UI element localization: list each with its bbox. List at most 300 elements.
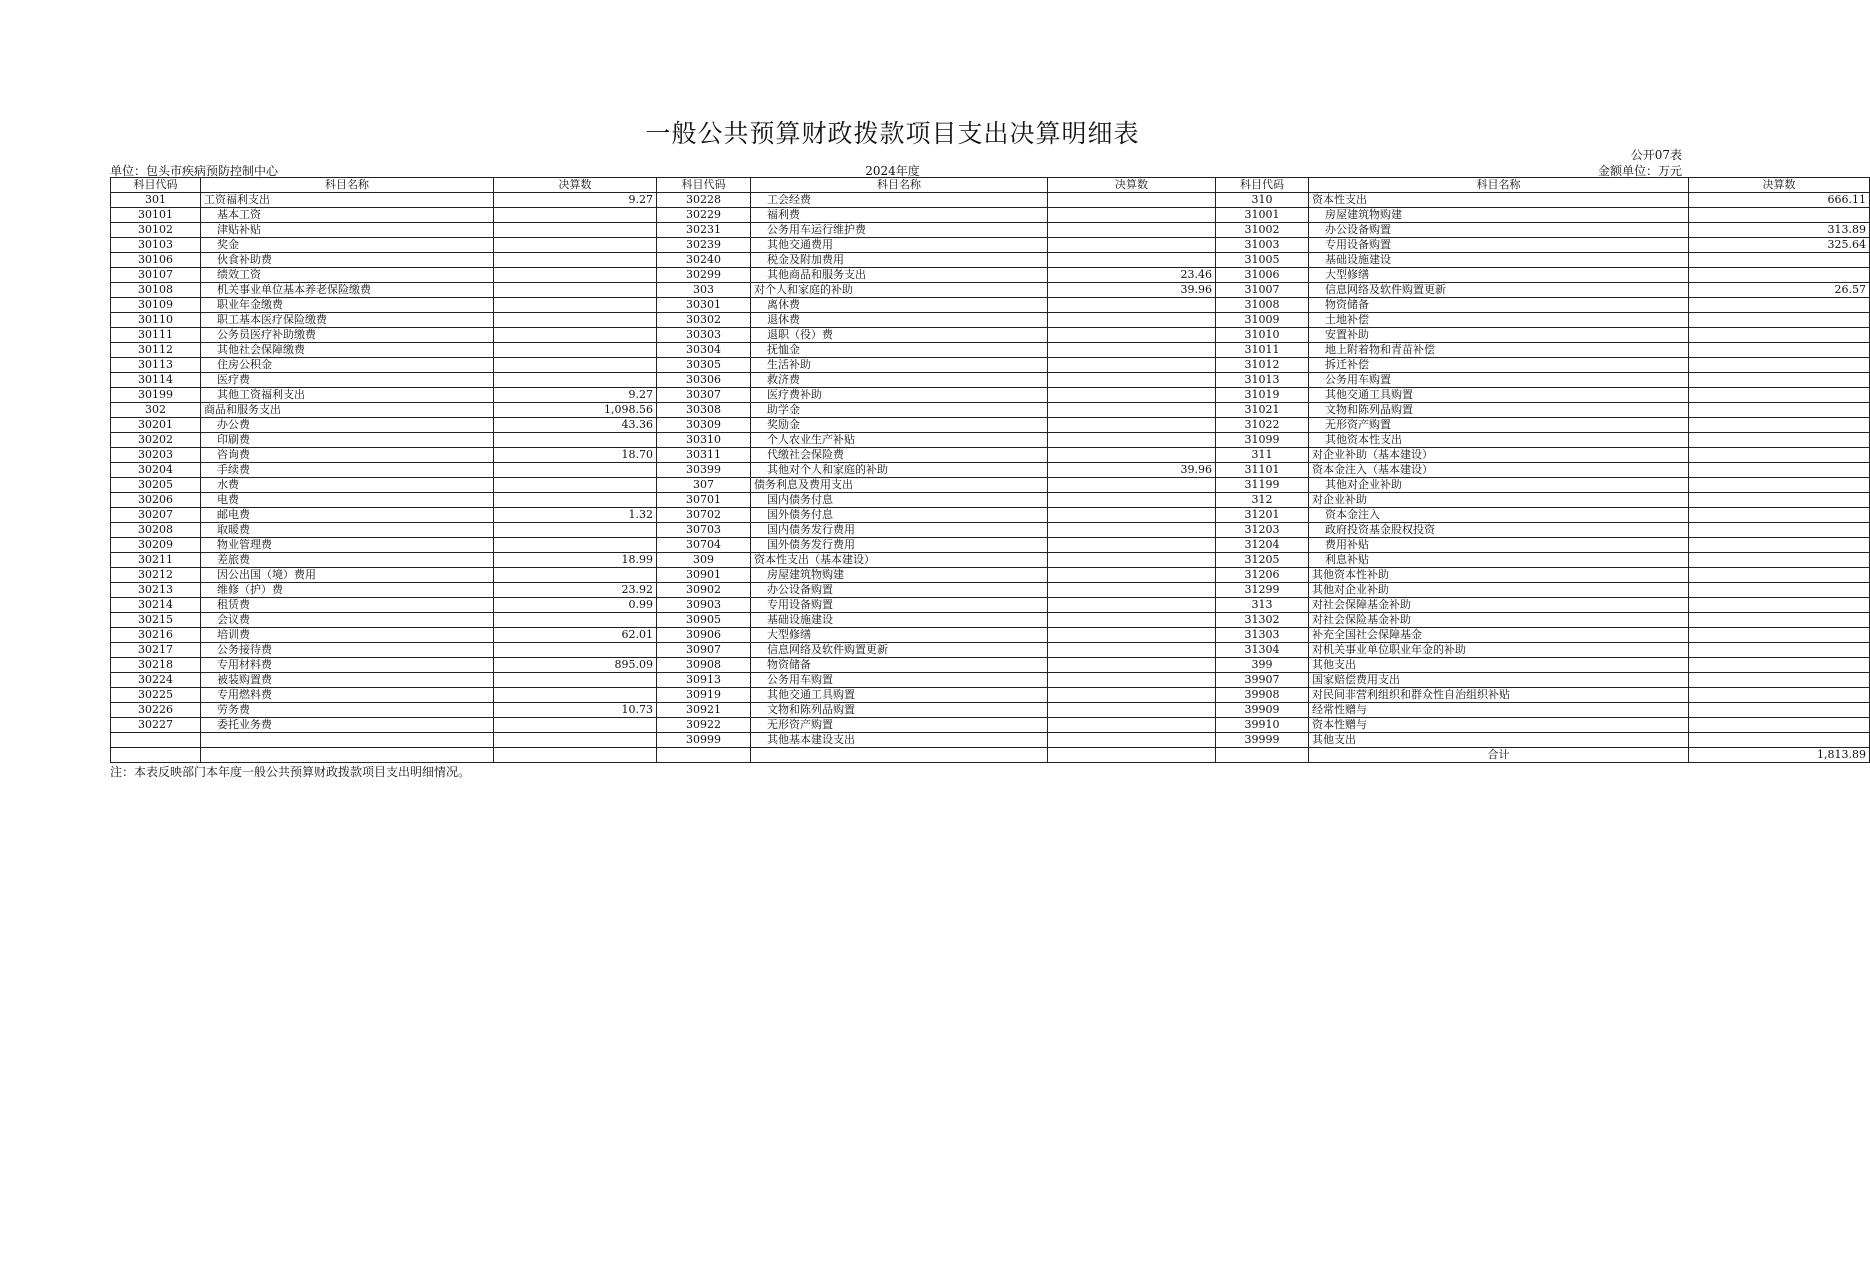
empty-cell [1216, 748, 1309, 763]
subject-name: 文物和陈列品购置 [751, 703, 1048, 718]
table-row [111, 508, 1870, 523]
subject-code: 30302 [657, 313, 751, 328]
subject-code: 30201 [111, 418, 201, 433]
settlement-amount [1048, 523, 1216, 538]
subject-name: 房屋建筑物购建 [1309, 208, 1689, 223]
subject-code: 39910 [1216, 718, 1309, 733]
settlement-amount [494, 208, 657, 223]
subject-code: 30208 [111, 523, 201, 538]
settlement-amount [494, 538, 657, 553]
subject-name: 其他交通工具购置 [751, 688, 1048, 703]
subject-name: 对社会保险基金补助 [1309, 613, 1689, 628]
subject-code: 30202 [111, 433, 201, 448]
subject-code: 303 [657, 283, 751, 298]
subject-code: 39908 [1216, 688, 1309, 703]
subject-name: 代缴社会保险费 [751, 448, 1048, 463]
settlement-amount [1689, 718, 1870, 733]
subject-name: 物资储备 [751, 658, 1048, 673]
subject-name: 基本工资 [201, 208, 494, 223]
settlement-amount [1048, 433, 1216, 448]
settlement-amount [494, 298, 657, 313]
subject-name: 其他对企业补助 [1309, 478, 1689, 493]
subject-name: 津贴补贴 [201, 223, 494, 238]
settlement-amount [1689, 583, 1870, 598]
subject-name: 邮电费 [201, 508, 494, 523]
settlement-amount [494, 613, 657, 628]
subject-name: 生活补助 [751, 358, 1048, 373]
settlement-amount [1048, 313, 1216, 328]
subject-name: 对个人和家庭的补助 [751, 283, 1048, 298]
settlement-amount [494, 688, 657, 703]
subject-name: 专用设备购置 [751, 598, 1048, 613]
subject-name: 培训费 [201, 628, 494, 643]
table-row [111, 223, 1870, 238]
subject-name: 文物和陈列品购置 [1309, 403, 1689, 418]
subject-code: 30102 [111, 223, 201, 238]
settlement-amount [1048, 493, 1216, 508]
table-row [111, 448, 1870, 463]
subject-name: 国外债务付息 [751, 508, 1048, 523]
subject-name: 其他支出 [1309, 733, 1689, 748]
subject-name: 资本性支出（基本建设） [751, 553, 1048, 568]
settlement-amount: 9.27 [494, 193, 657, 208]
settlement-amount [1689, 628, 1870, 643]
settlement-amount [1689, 448, 1870, 463]
subject-code: 31022 [1216, 418, 1309, 433]
subject-name: 会议费 [201, 613, 494, 628]
subject-code: 30216 [111, 628, 201, 643]
subject-code: 30303 [657, 328, 751, 343]
settlement-amount [494, 733, 657, 748]
header-name: 科目名称 [1309, 178, 1689, 193]
subject-name: 国家赔偿费用支出 [1309, 673, 1689, 688]
settlement-amount [494, 268, 657, 283]
subject-name: 印刷费 [201, 433, 494, 448]
settlement-amount [494, 493, 657, 508]
subject-code: 30299 [657, 268, 751, 283]
settlement-amount [1048, 718, 1216, 733]
subject-code: 30231 [657, 223, 751, 238]
settlement-amount [1689, 388, 1870, 403]
subject-name: 公务员医疗补助缴费 [201, 328, 494, 343]
empty-cell [111, 748, 201, 763]
subject-name: 大型修缮 [1309, 268, 1689, 283]
settlement-amount [1048, 448, 1216, 463]
subject-name: 国外债务发行费用 [751, 538, 1048, 553]
subject-code: 31001 [1216, 208, 1309, 223]
subject-code: 30229 [657, 208, 751, 223]
subject-code: 30206 [111, 493, 201, 508]
subject-name: 国内债务付息 [751, 493, 1048, 508]
subject-code: 30111 [111, 328, 201, 343]
settlement-amount [494, 343, 657, 358]
subject-code: 31101 [1216, 463, 1309, 478]
settlement-amount [1689, 328, 1870, 343]
subject-name: 医疗费 [201, 373, 494, 388]
subject-code: 30215 [111, 613, 201, 628]
subject-name: 委托业务费 [201, 718, 494, 733]
subject-code: 30301 [657, 298, 751, 313]
subject-name: 手续费 [201, 463, 494, 478]
empty-cell [494, 748, 657, 763]
settlement-amount [1689, 433, 1870, 448]
table-row [111, 658, 1870, 673]
header-name: 科目名称 [751, 178, 1048, 193]
settlement-amount: 23.92 [494, 583, 657, 598]
subject-code: 30228 [657, 193, 751, 208]
total-label: 合计 [1309, 748, 1689, 763]
subject-code: 30205 [111, 478, 201, 493]
page-title: 一般公共预算财政拨款项目支出决算明细表 [645, 119, 1140, 148]
settlement-amount [1048, 253, 1216, 268]
subject-code: 30306 [657, 373, 751, 388]
subject-code: 30113 [111, 358, 201, 373]
total-amount: 1,813.89 [1689, 748, 1870, 763]
subject-code: 30310 [657, 433, 751, 448]
subject-code: 39907 [1216, 673, 1309, 688]
settlement-amount [1048, 238, 1216, 253]
table-row [111, 688, 1870, 703]
header-code: 科目代码 [1216, 178, 1309, 193]
settlement-amount [1689, 418, 1870, 433]
settlement-amount [1689, 613, 1870, 628]
settlement-amount [494, 253, 657, 268]
subject-name: 住房公积金 [201, 358, 494, 373]
subject-name: 公务用车购置 [751, 673, 1048, 688]
subject-code: 307 [657, 478, 751, 493]
empty-cell [751, 748, 1048, 763]
subject-name: 退职（役）费 [751, 328, 1048, 343]
table-row [111, 478, 1870, 493]
settlement-amount [1689, 538, 1870, 553]
subject-name: 对社会保障基金补助 [1309, 598, 1689, 613]
settlement-amount: 18.70 [494, 448, 657, 463]
subject-code: 30109 [111, 298, 201, 313]
subject-code: 30919 [657, 688, 751, 703]
subject-code: 30226 [111, 703, 201, 718]
subject-code: 31199 [1216, 478, 1309, 493]
table-row [111, 538, 1870, 553]
subject-code: 31303 [1216, 628, 1309, 643]
subject-code: 30108 [111, 283, 201, 298]
subject-code: 31021 [1216, 403, 1309, 418]
table-row [111, 553, 1870, 568]
subject-code: 30240 [657, 253, 751, 268]
subject-name: 房屋建筑物购建 [751, 568, 1048, 583]
subject-name: 拆迁补偿 [1309, 358, 1689, 373]
settlement-amount [1689, 208, 1870, 223]
subject-code: 30239 [657, 238, 751, 253]
subject-name: 劳务费 [201, 703, 494, 718]
settlement-amount [1689, 373, 1870, 388]
subject-name: 其他对企业补助 [1309, 583, 1689, 598]
subject-name: 职业年金缴费 [201, 298, 494, 313]
settlement-amount: 26.57 [1689, 283, 1870, 298]
header-amount: 决算数 [1689, 178, 1870, 193]
subject-code: 30913 [657, 673, 751, 688]
report-year: 2024年度 [865, 164, 920, 178]
table-row [111, 673, 1870, 688]
subject-code: 31003 [1216, 238, 1309, 253]
settlement-amount [1689, 688, 1870, 703]
subject-name: 大型修缮 [751, 628, 1048, 643]
header-amount: 决算数 [1048, 178, 1216, 193]
subject-code: 309 [657, 553, 751, 568]
subject-name: 政府投资基金股权投资 [1309, 523, 1689, 538]
subject-code [111, 733, 201, 748]
subject-name: 水费 [201, 478, 494, 493]
settlement-amount [1689, 313, 1870, 328]
subject-name: 公务用车购置 [1309, 373, 1689, 388]
subject-code: 399 [1216, 658, 1309, 673]
settlement-amount [1048, 328, 1216, 343]
table-row [111, 283, 1870, 298]
empty-cell [657, 748, 751, 763]
settlement-amount [494, 373, 657, 388]
table-row [111, 613, 1870, 628]
settlement-amount [1048, 553, 1216, 568]
table-body [111, 193, 1870, 748]
settlement-amount: 39.96 [1048, 283, 1216, 298]
table-row [111, 418, 1870, 433]
subject-code: 30907 [657, 643, 751, 658]
settlement-amount [1048, 613, 1216, 628]
subject-name: 信息网络及软件购置更新 [751, 643, 1048, 658]
currency-unit: 金额单位：万元 [1597, 164, 1682, 178]
settlement-amount [1689, 658, 1870, 673]
subject-name: 奖金 [201, 238, 494, 253]
settlement-amount: 0.99 [494, 598, 657, 613]
subject-code: 30225 [111, 688, 201, 703]
subject-name: 个人农业生产补贴 [751, 433, 1048, 448]
footnote: 注：本表反映部门本年度一般公共预算财政拨款项目支出明细情况。 [110, 765, 471, 779]
subject-name: 其他工资福利支出 [201, 388, 494, 403]
expenditure-table [110, 177, 1870, 763]
subject-code: 30903 [657, 598, 751, 613]
table-row [111, 703, 1870, 718]
subject-name: 电费 [201, 493, 494, 508]
table-row [111, 313, 1870, 328]
subject-name: 其他资本性补助 [1309, 568, 1689, 583]
subject-code: 31012 [1216, 358, 1309, 373]
subject-name: 资本金注入（基本建设） [1309, 463, 1689, 478]
settlement-amount [494, 433, 657, 448]
subject-name: 专用材料费 [201, 658, 494, 673]
subject-name: 其他社会保障缴费 [201, 343, 494, 358]
subject-name: 公务接待费 [201, 643, 494, 658]
subject-code: 30110 [111, 313, 201, 328]
table-row [111, 373, 1870, 388]
settlement-amount [1689, 343, 1870, 358]
subject-name: 绩效工资 [201, 268, 494, 283]
settlement-amount [1689, 253, 1870, 268]
subject-name: 职工基本医疗保险缴费 [201, 313, 494, 328]
subject-code: 31304 [1216, 643, 1309, 658]
settlement-amount [1689, 463, 1870, 478]
table-row [111, 583, 1870, 598]
subject-name: 退休费 [751, 313, 1048, 328]
subject-name: 办公设备购置 [751, 583, 1048, 598]
subject-name: 机关事业单位基本养老保险缴费 [201, 283, 494, 298]
settlement-amount: 43.36 [494, 418, 657, 433]
form-number: 公开07表 [1630, 148, 1682, 162]
table-row [111, 208, 1870, 223]
subject-code: 30112 [111, 343, 201, 358]
subject-code: 31206 [1216, 568, 1309, 583]
subject-name: 工会经费 [751, 193, 1048, 208]
table-row [111, 253, 1870, 268]
subject-code: 31011 [1216, 343, 1309, 358]
subject-code: 31008 [1216, 298, 1309, 313]
empty-cell [1048, 748, 1216, 763]
settlement-amount [1048, 643, 1216, 658]
subject-code: 30304 [657, 343, 751, 358]
subject-name: 资本性赠与 [1309, 718, 1689, 733]
settlement-amount [1689, 733, 1870, 748]
settlement-amount: 1.32 [494, 508, 657, 523]
subject-code: 30218 [111, 658, 201, 673]
subject-name: 伙食补助费 [201, 253, 494, 268]
table-row [111, 388, 1870, 403]
subject-code: 30207 [111, 508, 201, 523]
subject-code: 30101 [111, 208, 201, 223]
settlement-amount [1048, 583, 1216, 598]
subject-name: 无形资产购置 [751, 718, 1048, 733]
subject-code: 31013 [1216, 373, 1309, 388]
subject-code: 30702 [657, 508, 751, 523]
settlement-amount [494, 358, 657, 373]
subject-name: 物业管理费 [201, 538, 494, 553]
settlement-amount [1048, 343, 1216, 358]
settlement-amount [1048, 598, 1216, 613]
settlement-amount [1689, 298, 1870, 313]
subject-code: 30309 [657, 418, 751, 433]
settlement-amount [1689, 523, 1870, 538]
settlement-amount [1048, 208, 1216, 223]
subject-code: 30203 [111, 448, 201, 463]
subject-code: 31005 [1216, 253, 1309, 268]
table-row [111, 733, 1870, 748]
settlement-amount [1048, 733, 1216, 748]
subject-code: 312 [1216, 493, 1309, 508]
subject-name: 取暖费 [201, 523, 494, 538]
table-row [111, 718, 1870, 733]
subject-code: 31204 [1216, 538, 1309, 553]
settlement-amount: 1,098.56 [494, 403, 657, 418]
subject-code: 30209 [111, 538, 201, 553]
settlement-amount [1048, 373, 1216, 388]
subject-name: 咨询费 [201, 448, 494, 463]
header-row [111, 178, 1870, 193]
subject-name: 抚恤金 [751, 343, 1048, 358]
subject-name: 离休费 [751, 298, 1048, 313]
subject-code: 30902 [657, 583, 751, 598]
subject-name: 助学金 [751, 403, 1048, 418]
header-code: 科目代码 [111, 178, 201, 193]
table-row [111, 643, 1870, 658]
subject-code: 30922 [657, 718, 751, 733]
settlement-amount [494, 328, 657, 343]
settlement-amount: 666.11 [1689, 193, 1870, 208]
subject-name: 其他对个人和家庭的补助 [751, 463, 1048, 478]
settlement-amount [1689, 493, 1870, 508]
settlement-amount [1048, 538, 1216, 553]
subject-name: 其他交通费用 [751, 238, 1048, 253]
settlement-amount: 39.96 [1048, 463, 1216, 478]
settlement-amount [1689, 478, 1870, 493]
subject-code: 30308 [657, 403, 751, 418]
subject-code: 313 [1216, 598, 1309, 613]
settlement-amount: 18.99 [494, 553, 657, 568]
subject-name: 对企业补助（基本建设） [1309, 448, 1689, 463]
subject-code: 30107 [111, 268, 201, 283]
subject-code: 30204 [111, 463, 201, 478]
subject-name: 救济费 [751, 373, 1048, 388]
subject-name: 工资福利支出 [201, 193, 494, 208]
subject-code: 30211 [111, 553, 201, 568]
subject-code: 301 [111, 193, 201, 208]
subject-name: 对机关事业单位职业年金的补助 [1309, 643, 1689, 658]
settlement-amount [1689, 403, 1870, 418]
settlement-amount [494, 478, 657, 493]
subject-name: 债务利息及费用支出 [751, 478, 1048, 493]
table-row [111, 403, 1870, 418]
subject-name: 其他商品和服务支出 [751, 268, 1048, 283]
subject-code: 30227 [111, 718, 201, 733]
subject-code: 31010 [1216, 328, 1309, 343]
settlement-amount [1048, 403, 1216, 418]
settlement-amount [494, 643, 657, 658]
settlement-amount [1689, 598, 1870, 613]
table-row [111, 433, 1870, 448]
subject-code: 30311 [657, 448, 751, 463]
subject-name: 地上附着物和青苗补偿 [1309, 343, 1689, 358]
subject-code: 30212 [111, 568, 201, 583]
subject-code: 30213 [111, 583, 201, 598]
total-row [111, 748, 1870, 763]
subject-code: 39999 [1216, 733, 1309, 748]
subject-code: 31099 [1216, 433, 1309, 448]
settlement-amount [1689, 358, 1870, 373]
subject-name: 资本金注入 [1309, 508, 1689, 523]
subject-name: 福利费 [751, 208, 1048, 223]
subject-name: 其他基本建设支出 [751, 733, 1048, 748]
subject-code: 39909 [1216, 703, 1309, 718]
table-row [111, 343, 1870, 358]
settlement-amount [1048, 568, 1216, 583]
subject-name: 其他交通工具购置 [1309, 388, 1689, 403]
subject-code: 30704 [657, 538, 751, 553]
subject-code: 31205 [1216, 553, 1309, 568]
subject-code: 30305 [657, 358, 751, 373]
subject-name: 办公设备购置 [1309, 223, 1689, 238]
settlement-amount [1689, 703, 1870, 718]
subject-name: 税金及附加费用 [751, 253, 1048, 268]
subject-code: 30701 [657, 493, 751, 508]
subject-code: 31302 [1216, 613, 1309, 628]
settlement-amount [1048, 658, 1216, 673]
subject-code: 31002 [1216, 223, 1309, 238]
settlement-amount [494, 283, 657, 298]
empty-cell [201, 748, 494, 763]
settlement-amount [1048, 673, 1216, 688]
settlement-amount [1048, 478, 1216, 493]
subject-name: 利息补贴 [1309, 553, 1689, 568]
subject-name: 资本性支出 [1309, 193, 1689, 208]
table-row [111, 463, 1870, 478]
subject-code: 30307 [657, 388, 751, 403]
table-row [111, 598, 1870, 613]
